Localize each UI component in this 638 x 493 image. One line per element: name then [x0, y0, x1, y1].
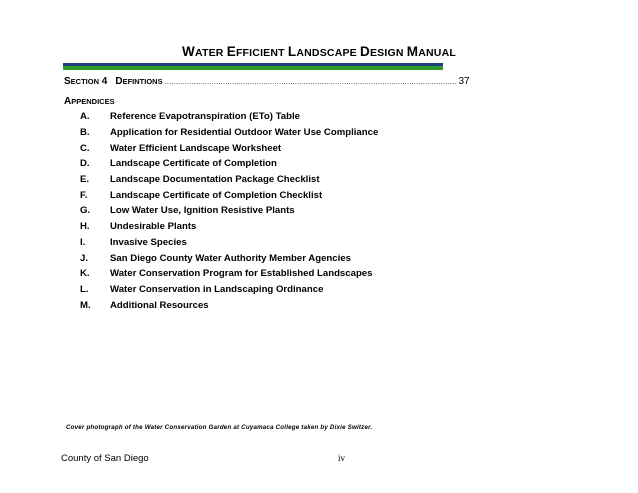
title-word: WATER: [182, 44, 227, 59]
appendix-title: San Diego County Water Authority Member Agencies: [110, 252, 351, 264]
appendix-letter: G.: [80, 205, 91, 217]
toc-section-entry[interactable]: [64, 76, 470, 87]
appendix-item[interactable]: [80, 297, 378, 313]
section-label: SECTION 4: [64, 76, 108, 87]
appendix-title: Additional Resources: [110, 299, 209, 311]
appendix-title: Water Conservation in Landscaping Ordinance: [110, 283, 324, 295]
appendix-letter: K.: [80, 268, 90, 280]
appendix-item[interactable]: [80, 156, 378, 172]
title-word: MANUAL: [406, 44, 456, 59]
appendix-letter: J.: [80, 252, 89, 264]
appendix-item[interactable]: [80, 187, 378, 203]
appendix-item[interactable]: [80, 219, 378, 235]
title-word: LANDSCAPE: [287, 44, 361, 59]
leader-dots: ..................................................................................................................................: [164, 79, 457, 86]
appendix-letter: M.: [80, 299, 91, 311]
appendix-letter: C.: [80, 142, 90, 154]
appendix-title: Landscape Documentation Package Checklist: [110, 174, 320, 186]
appendix-title: Water Conservation Program for Established Landscapes: [110, 268, 373, 280]
appendix-letter: B.: [80, 127, 90, 139]
title-word: EFFICIENT: [226, 44, 288, 59]
cover-photo-caption: Cover photograph of the Water Conservation Garden at Cuyamaca College taken by Dixie Switzer.: [66, 424, 373, 431]
appendix-item[interactable]: [80, 235, 378, 251]
appendix-title: Invasive Species: [110, 236, 187, 248]
page-title: [0, 44, 638, 59]
appendix-letter: H.: [80, 221, 90, 233]
appendix-item[interactable]: [80, 109, 378, 125]
section-page-number: 37: [458, 76, 470, 87]
appendix-title: Landscape Certificate of Completion: [110, 158, 277, 170]
appendix-item[interactable]: [80, 266, 378, 282]
appendix-title: Undesirable Plants: [110, 221, 197, 233]
appendix-title: Application for Residential Outdoor Water Use Compliance: [110, 127, 379, 139]
footer-page-number: iv: [338, 453, 346, 463]
title-word: DESIGN: [360, 44, 407, 59]
appendix-title: Reference Evapotranspiration (ETo) Table: [110, 111, 300, 123]
appendix-item[interactable]: [80, 250, 378, 266]
appendix-letter: A.: [80, 111, 90, 123]
footer-organization: County of San Diego: [61, 453, 149, 464]
appendix-item[interactable]: [80, 203, 378, 219]
appendix-letter: L.: [80, 283, 89, 295]
appendix-item[interactable]: [80, 125, 378, 141]
appendix-title: Low Water Use, Ignition Resistive Plants: [110, 205, 295, 217]
appendix-item[interactable]: [80, 172, 378, 188]
appendix-letter: D.: [80, 158, 90, 170]
appendix-title: Landscape Certificate of Completion Checklist: [110, 189, 323, 201]
appendix-item[interactable]: [80, 140, 378, 156]
header-rule-green: [63, 66, 443, 70]
appendix-item[interactable]: [80, 282, 378, 298]
appendix-letter: F.: [80, 189, 88, 201]
section-name: DEFINTIONS: [115, 76, 163, 87]
appendices-heading: APPENDICES: [64, 96, 115, 107]
appendix-letter: I.: [80, 236, 86, 248]
appendix-title: Water Efficient Landscape Worksheet: [110, 142, 282, 154]
appendix-letter: E.: [80, 174, 90, 186]
appendix-list: [80, 109, 378, 313]
